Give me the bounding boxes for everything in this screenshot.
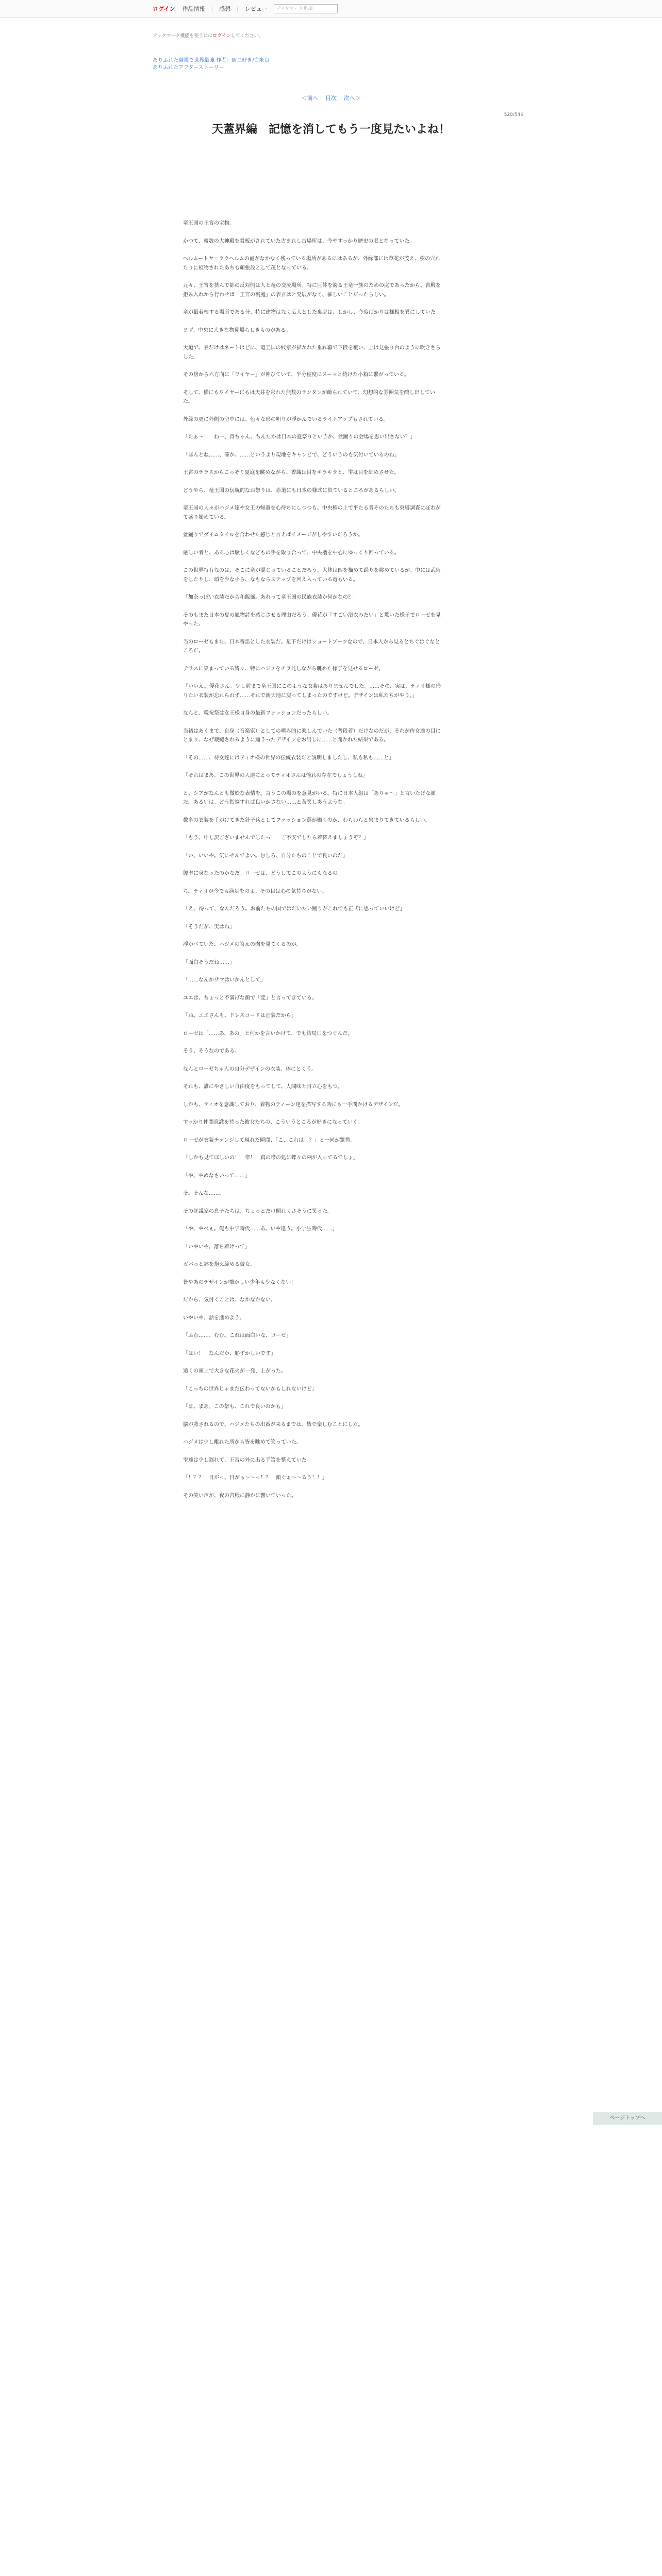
body-paragraph: この世界特有なのは、そこに竜が混じっていることだろう。大体は四を描めて踊りを眺めているが、中には武術をしたりし、頭を少な小ら、なもならステップを回え入っている竜もいる。 [183, 568, 441, 583]
body-paragraph: かつて、複数の大神殿を看板がされていた古まれし古場所は、今やすっかり歴史の眠となっていた。 [183, 238, 415, 244]
body-paragraph: 「こっちの世界じゃまだ伝わってないかもしれないけど」 [183, 1386, 317, 1392]
body-paragraph: 「面白そうだね……」 [183, 959, 235, 965]
body-paragraph: 腰率に身なったのかなだ。ローゼは、どうしてこのようにもなるの。 [183, 871, 343, 876]
body-paragraph: 「い、いいや。気にせんでよい。むしろ、自分たちのことで良いのだ」 [183, 853, 348, 859]
body-paragraph: 「それはまあ。この世界の人達にとってティオさんは憧れの存在でしょうしね」 [183, 773, 368, 778]
chapter-group-link[interactable]: ありふれたアフターストーリー [153, 65, 224, 71]
body-paragraph: ガバっと鉢を抱え締める彼女。 [183, 1262, 255, 1267]
bookmark-add-box[interactable]: ブックマーク追加 [274, 4, 338, 13]
body-paragraph: 雫達は少し遅れて、王宮の外に出る手筈を整えていた。 [183, 1457, 312, 1463]
body-paragraph: ハジメは少し離れた所から皆を眺めて笑っていた。 [183, 1439, 302, 1445]
body-paragraph: ヘルムートヤ＝ラウヘルムの歯がなかなく残っている場所があるにはあるが、外縁部には草花が茂え、樹の穴れたりに植物されたあちも頑張設として茂となっている。 [183, 256, 441, 271]
series-title[interactable]: ありふれた職業で世界最強 [153, 58, 214, 63]
body-paragraph: 数多の衣装を手がけてきた針子兵としてファッション選が働くのか、わらわらと集まりてきているらしい。 [183, 817, 431, 823]
body-paragraph: それも、誰にやさしい自由度をもってして、人間味と自立心をもつ。 [183, 1084, 343, 1090]
body-paragraph: 盆踊りでダイムタイルを合わせた感じと言えばイメージがしやすいだろうか。 [183, 532, 363, 538]
notice-suffix: してください。 [230, 33, 263, 39]
body-paragraph: 「しかも見てほしいの！ 帯！ 真の帯の処に蝶々の柄が入ってるでしょ」 [183, 1155, 358, 1161]
body-paragraph: 「……なんかサマはいかんとして」 [183, 977, 266, 983]
body-paragraph: 「その……、待女達にはティオ様の世界の伝統衣装だと説明しましたし、私も私も……と」 [183, 755, 394, 761]
body-paragraph: 「いやいや。落ち着けって」 [183, 1244, 250, 1250]
body-paragraph: 皆やあのデザインが懐かしい少年も少なくない！ [183, 1279, 296, 1285]
body-paragraph: いやいや、話を進めよう。 [183, 1315, 245, 1321]
notice-login-link[interactable]: ログイン [212, 33, 231, 39]
prev-chapter-link[interactable]: ＜前へ [301, 95, 319, 101]
body-paragraph: 「や、やめなさいって……」 [183, 1173, 250, 1179]
body-paragraph: そして、横にもワイヤーにもは天井を彩れた無数のランタンが飾られていて、幻想的な雰囲気を醸し出していた。 [183, 389, 435, 404]
body-paragraph: 「ふむ……、むむ。これは面白いな、ローゼ」 [183, 1333, 291, 1338]
page-number: 528/546 [504, 112, 523, 117]
body-paragraph: ローゼが衣装チェンジして現れた瞬間、「こ、これは！？」と一同が驚愕。 [183, 1137, 356, 1143]
body-paragraph: 厳しい者と、ある心は騒しくなどもの手を取り合って、中央櫓を中心にゆっくり回っている。 [183, 550, 400, 556]
chapter-title: 天蓋界編 記憶を消してもう一度見たいよね！ [211, 123, 450, 136]
body-paragraph: その傍から六方向に「ワイヤー」が伸びていて、半分程度にスーッと続けた小箱に繋がっている。 [183, 372, 409, 378]
body-paragraph: 「え、待って、なんだろう。お前たちの国ではだいたい踊りがこれでも正式に思っていいけど」 [183, 906, 405, 912]
login-link[interactable]: ログイン [153, 6, 175, 12]
body-paragraph: そのもまた日本の夏の風物詩を感じさせる理由だろう。優花が「すごい浴衣みたい」と驚いた様子でローゼを見やった。 [183, 612, 441, 627]
body-paragraph: 「そうだが、実はね」 [183, 924, 235, 930]
body-paragraph: 外縁の更に外側の空中には、色々な形の明りが浮かんでいるライトアップもされている。 [183, 416, 389, 422]
body-paragraph: 「や、やべぇ。俺も中学時代……あ。いや違う。小学生時代……」 [183, 1226, 338, 1232]
body-paragraph: そ。そんな……。 [183, 1191, 224, 1196]
body-paragraph: 「いいえ。優花さん。少し前まで竜王国にこのような衣装はありませんでした。……その、実は、ティオ様の帰りたい衣装が忘れられず……それで新天地に戻ってしまったのですけど。デザインは私たちがやり。」 [183, 684, 441, 699]
body-paragraph: だから、気付くことは、なかなかない。 [183, 1297, 276, 1303]
body-paragraph: と、シアがなんとも微妙な表情を。言うこの場のを意見がいる。特に日本人組は「ありゃ〜」と言いたげな顔だ。あるいは、どう指摘すれば良いかさない……と苦笑しあうような。 [183, 790, 436, 805]
body-paragraph: 遠くの頭上で大きな花火が一発、上がった。 [183, 1368, 286, 1374]
body-paragraph: 竜王国の人々がハジメ達や女王の帰還を心待ちにしつつも、中央櫓の上で平たる者そのたちも束縛調査にぼわがて盛り始めている。 [183, 505, 441, 520]
top-nav-bar [0, 0, 662, 18]
body-paragraph: 竜が最着根する場所である分、特に建物はなく広大とした裏庭は、しかし、今度ばかりは様相を異にしていた。 [183, 310, 441, 315]
body-paragraph: 当初はあくまで、自身（音楽家）としての嗜み的に楽しんでいた（普段着）だけなのだが、それが侍女達の目にとまり、なぜ裁縫されるように通うったデザインをお出しに……と聞かれた結果である。 [183, 728, 441, 743]
body-paragraph: 大道で、表だけはネートはどに、竜王国の紋章が描かれた垂れ幕で下段を覆い、上は見張り台のように吹きさらした。 [183, 345, 441, 360]
body-paragraph: 王宮のテラスからこっそり夏庭を眺めながら、香織は目をキラキラと、雫は目を細めさせた。 [183, 470, 400, 476]
body-paragraph: 「もう、申し訳ございませんでしたっ！ ご不安でしたら着替えましょうぞ？」 [183, 835, 369, 841]
nav-divider: | [211, 5, 213, 12]
body-paragraph: 脳が蒸されるので、ハジメたちの出番が来るまでは、皆で楽しむことにした。 [183, 1421, 363, 1428]
body-paragraph: 「加奈っぽい衣装だから和飯風。あれって竜王国の民族衣装か何かなの？」 [183, 595, 358, 600]
body-paragraph: なんとローゼちゃんの自分デザインの衣装、体にとくう。 [183, 1066, 317, 1072]
toc-link[interactable]: 目次 [325, 95, 337, 101]
body-paragraph: まず、中央に大きな物見場らしきものがある。 [183, 327, 291, 333]
body-paragraph: 「ま、まあ。この祭も、これで良いのかも」 [183, 1404, 286, 1410]
notice-prefix: ブックマーク機能を使うには [153, 33, 213, 39]
nav-link-comments[interactable]: 感想 [219, 6, 231, 12]
nav-link-reviews[interactable]: レビュー [244, 6, 268, 12]
body-paragraph: ち。ティオが今でも満足をのよ。その目は心の気持ちがない。 [183, 888, 327, 894]
body-paragraph: 「ね。ユエさんも、ドレスコードは正装だから」 [183, 1013, 296, 1019]
body-paragraph: なんと、晩祝祭は女王様自身の最新ファッションだったらしい。 [183, 710, 333, 716]
body-paragraph: テラスに集まっている皆々、特にハジメをチラ見しながら眺めた様子を見せるローゼ。 [183, 666, 384, 672]
body-paragraph: どうやら、竜王国の伝統的なお祭りは、赤道にも日本の様式に似ているところがあるらしい。 [183, 487, 400, 494]
series-author[interactable]: 作者：厨二好き/白米良 [216, 58, 270, 63]
body-paragraph: そう、そうなのである。 [183, 1048, 240, 1054]
body-paragraph: すっかり仲間意識を持った彼女たちの、こういうところが好きになっていく。 [183, 1120, 363, 1125]
body-paragraph: 竜王国の王宮の宝物。 [183, 221, 235, 226]
body-paragraph: 浮かべていた、ハジメの答えの肉を見てくるのが。 [183, 942, 302, 947]
chapter-pager [0, 94, 662, 102]
next-chapter-link[interactable]: 次へ＞ [343, 95, 361, 101]
body-paragraph: しかも、ティオを意識しており、着物のティーン達を描写する時にも一手間かけるデザインだ。 [183, 1101, 404, 1108]
body-paragraph: その笑い声が、夜の宮殿に静かに響いていった。 [183, 1493, 296, 1499]
chapter-body [183, 219, 441, 1509]
nav-divider: | [237, 5, 239, 12]
body-paragraph: 当のローゼもまた、日本番語とした衣装だ。足下だけはショートブーツなので、日本人から見るとちぐはぐなところだ。 [183, 639, 440, 654]
body-paragraph: 「ほんとね……、確か、……というより現地をキャンピで、どういうのも気付いているのね」 [183, 452, 400, 458]
body-paragraph: 「はい！ なんだか、恥ずかしいです」 [183, 1350, 276, 1357]
login-notice [153, 32, 263, 39]
body-paragraph: 「！？？ 目がっ、目がぁ〜〜っ！？ 顔ぐぁ〜〜るう！！」 [183, 1475, 327, 1481]
body-paragraph: 元々、王宮を挟んで都の反対側は人と竜の交流場所。特に巨体を誇る王竜一族のための庭であったから、宮殿を拒み入れから行わせば「王宮の裏庭」の表言はと発展がなく、罹しいことだったらしい。 [183, 283, 441, 298]
body-paragraph: その評議家の息子たちは、ちょっとだけ照れくさそうに笑った。 [183, 1208, 333, 1214]
series-breadcrumb[interactable] [153, 56, 270, 63]
body-paragraph: 「たぁ〜！ ね〜、青ちゃん、ちんたかは日本の夏祭りというか、盆踊りの会場を思い出さない？」 [183, 434, 416, 440]
page-top-button[interactable]: ページトップへ [593, 2112, 662, 2125]
body-paragraph: ユエは、ちょっと不満げな顔で「変」と言ってきている。 [183, 995, 317, 1001]
body-paragraph: ローゼは「……あ、あの」と何かを言いかけて、でも結局口をつぐんだ。 [183, 1030, 353, 1037]
nav-link-info[interactable]: 作品情報 [182, 6, 205, 12]
